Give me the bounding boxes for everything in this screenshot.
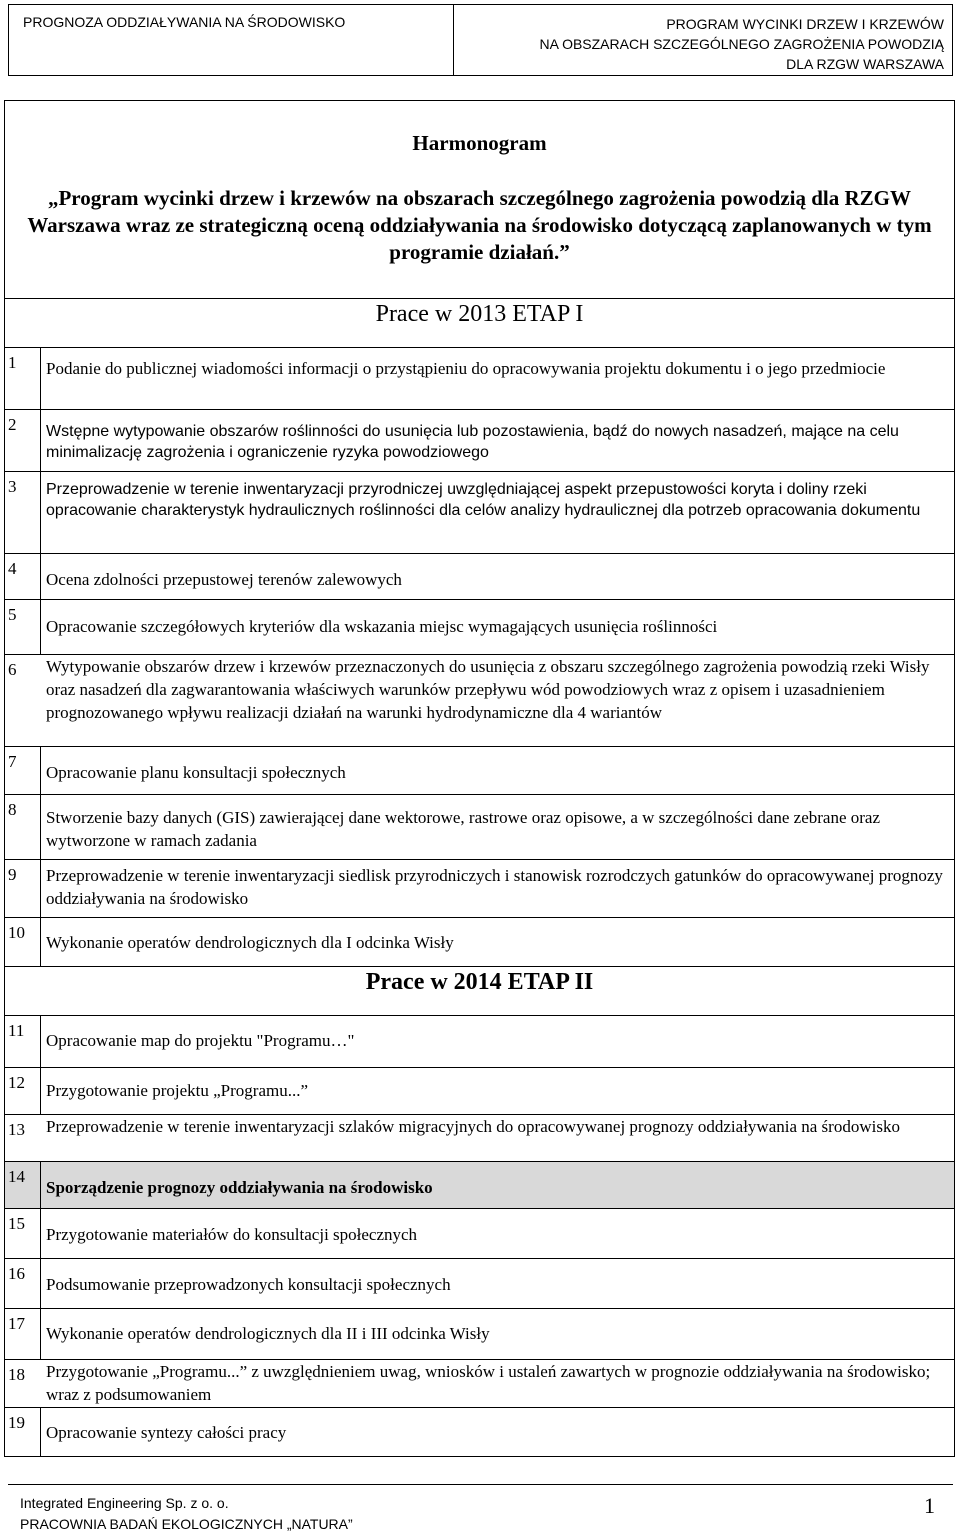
row-text: Sporządzenie prognozy oddziaływania na środowisko	[46, 1178, 433, 1197]
row-number: 2	[5, 410, 41, 471]
row-number: 14	[5, 1162, 41, 1208]
table-row	[5, 794, 954, 859]
row-number: 3	[5, 472, 41, 553]
page-header	[8, 4, 953, 76]
stage-1-title: Prace w 2013 ETAP I	[375, 301, 584, 327]
row-text: Wykonanie operatów dendrologicznych dla I odcinka Wisły	[46, 933, 454, 952]
stage-2-title: Prace w 2014 ETAP II	[365, 969, 594, 995]
row-text: Wstępne wytypowanie obszarów roślinności do usunięcia lub pozostawienia, bądź do nowych nasadzeń, mające na celu minimalizację zagrożenia i ograniczenie ryzyka powodziowego	[46, 423, 899, 461]
row-text: Podanie do publicznej wiadomości informacji o przystąpieniu do opracowywania projektu dokumentu i o jego przedmiocie	[46, 359, 886, 378]
table-row	[5, 1359, 954, 1407]
header-right-line-3: DLA RZGW WARSZAWA	[786, 56, 944, 72]
page-footer	[8, 1484, 953, 1535]
row-number: 11	[5, 1016, 41, 1067]
row-text: Przeprowadzenie w terenie inwentaryzacji siedlisk przyrodniczych i stanowisk rozrodczych gatunków do opracowywanej prognozy oddziaływania na środowisko	[46, 866, 943, 908]
row-number: 10	[5, 918, 41, 966]
row-number: 13	[8, 1120, 25, 1139]
row-text: Podsumowanie przeprowadzonych konsultacji społecznych	[46, 1275, 451, 1294]
footer-credits	[20, 1493, 353, 1535]
table-row	[5, 1407, 954, 1456]
table-row	[5, 599, 954, 654]
row-number: 18	[8, 1365, 25, 1384]
table-row	[5, 654, 954, 746]
row-text: Opracowanie planu konsultacji społecznych	[46, 763, 346, 782]
row-text: Opracowanie szczegółowych kryteriów dla wskazania miejsc wymagających usunięcia roślinności	[46, 617, 718, 636]
row-text: Opracowanie syntezy całości pracy	[46, 1423, 287, 1442]
header-right-title	[454, 5, 952, 75]
header-right-line-2: NA OBSZARACH SZCZEGÓLNEGO ZAGROŻENIA POWODZIĄ	[539, 36, 944, 52]
document-subtitle: „Program wycinki drzew i krzewów na obszarach szczególnego zagrożenia powodzią dla RZGW Warszawa wraz ze strategiczną oceną oddziaływania na środowisko dotyczącą zaplanowanych w tym programie działań.”	[27, 186, 932, 264]
row-number: 7	[5, 747, 41, 794]
document-heading: Harmonogram	[412, 131, 547, 155]
table-row	[5, 917, 954, 966]
row-text: Przygotowanie materiałów do konsultacji społecznych	[46, 1225, 418, 1244]
row-text: Opracowanie map do projektu "Programu…"	[46, 1031, 355, 1050]
footer-lab: PRACOWNIA BADAŃ EKOLOGICZNYCH „NATURA”	[20, 1516, 353, 1532]
row-number: 16	[5, 1259, 41, 1308]
row-number: 9	[5, 860, 41, 917]
row-text: Stworzenie bazy danych (GIS) zawierającej dane wektorowe, rastrowe oraz opisowe, a w szczególności dane zebrane oraz wytworzone w ramach zadania	[46, 808, 881, 850]
row-number: 6	[8, 660, 17, 679]
row-text: Wykonanie operatów dendrologicznych dla II i III odcinka Wisły	[46, 1324, 490, 1343]
table-row	[5, 1308, 954, 1359]
row-number: 15	[5, 1209, 41, 1258]
row-text: Ocena zdolności przepustowej terenów zalewowych	[46, 570, 402, 589]
table-row	[5, 1067, 954, 1114]
footer-company: Integrated Engineering Sp. z o. o.	[20, 1495, 229, 1511]
row-number: 4	[5, 554, 41, 599]
table-row	[5, 1015, 954, 1067]
row-text: Przeprowadzenie w terenie inwentaryzacji przyrodniczej uwzględniającej aspekt przepustowości koryta i doliny rzeki opracowanie charakterystyk hydraulicznych roślinności dla celów analizy hydraulicznej dla potrzeb opracowania dokumentu	[46, 481, 921, 519]
row-number: 5	[5, 600, 41, 654]
table-row	[5, 409, 954, 471]
row-number: 12	[5, 1068, 41, 1114]
table-row	[5, 746, 954, 794]
schedule-table	[4, 100, 955, 1457]
table-row	[5, 1208, 954, 1258]
table-row-highlighted	[5, 1161, 954, 1208]
header-right-line-1: PROGRAM WYCINKI DRZEW I KRZEWÓW	[666, 16, 944, 32]
row-number: 8	[5, 795, 41, 859]
row-number: 19	[5, 1408, 41, 1456]
row-text: Przeprowadzenie w terenie inwentaryzacji szlaków migracyjnych do opracowywanej prognozy oddziaływania na środowisko	[46, 1117, 900, 1136]
title-block	[5, 101, 954, 299]
page-number: 1	[924, 1493, 935, 1518]
header-left-title: PROGNOZA ODDZIAŁYWANIA NA ŚRODOWISKO	[9, 5, 454, 75]
row-number: 1	[5, 348, 41, 409]
divider	[5, 966, 954, 967]
row-text: Wytypowanie obszarów drzew i krzewów przeznaczonych do usunięcia z obszaru szczególnego zagrożenia powodzią rzeki Wisły oraz nasadzeń dla zagwarantowania właściwych warunków przepływu wód powodziowych wraz z opisem i uzasadnieniem prognozowanego wpływu realizacji działań na warunki hydrodynamiczne dla 4 wariantów	[46, 657, 930, 722]
row-text: Przygotowanie „Programu...” z uwzględnieniem uwag, wniosków i ustaleń zawartych w prognozie oddziaływania na środowisko; wraz z podsumowaniem	[46, 1362, 931, 1404]
table-row	[5, 859, 954, 917]
table-row	[5, 1258, 954, 1308]
row-text: Przygotowanie projektu „Programu...”	[46, 1081, 309, 1100]
divider	[5, 298, 954, 299]
table-row	[5, 553, 954, 599]
table-row	[5, 1114, 954, 1161]
row-number: 17	[5, 1309, 41, 1359]
table-row	[5, 471, 954, 553]
table-row	[5, 347, 954, 409]
